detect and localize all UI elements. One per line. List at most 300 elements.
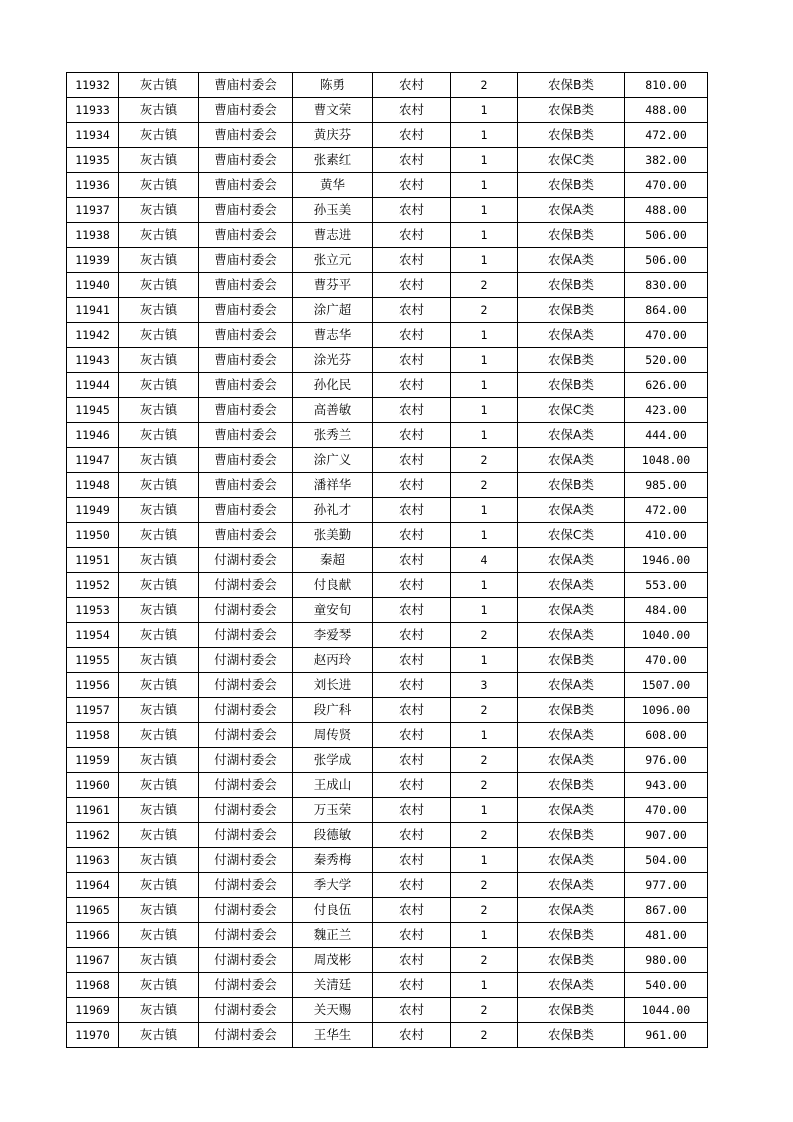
area-type-cell: 农村: [373, 248, 451, 273]
table-row: [67, 548, 708, 573]
town-cell: 灰古镇: [119, 648, 199, 673]
amount-cell: 470.00: [625, 323, 708, 348]
insurance-category-cell: 农保A类: [518, 873, 625, 898]
town-cell: 灰古镇: [119, 423, 199, 448]
record-number-cell: 11943: [67, 348, 119, 373]
village-committee-cell: 付湖村委会: [199, 573, 293, 598]
amount-cell: 985.00: [625, 473, 708, 498]
record-number-cell: 11970: [67, 1023, 119, 1048]
insurance-category-cell: 农保B类: [518, 73, 625, 98]
insurance-category-cell: 农保B类: [518, 698, 625, 723]
village-committee-cell: 曹庙村委会: [199, 323, 293, 348]
area-type-cell: 农村: [373, 473, 451, 498]
person-name-cell: 秦超: [293, 548, 373, 573]
village-committee-cell: 付湖村委会: [199, 848, 293, 873]
insurance-category-cell: 农保A类: [518, 623, 625, 648]
town-cell: 灰古镇: [119, 348, 199, 373]
record-number-cell: 11945: [67, 398, 119, 423]
village-committee-cell: 付湖村委会: [199, 723, 293, 748]
record-number-cell: 11934: [67, 123, 119, 148]
table-row: [67, 798, 708, 823]
town-cell: 灰古镇: [119, 673, 199, 698]
record-number-cell: 11954: [67, 623, 119, 648]
person-name-cell: 王成山: [293, 773, 373, 798]
village-committee-cell: 曹庙村委会: [199, 448, 293, 473]
household-count-cell: 2: [451, 623, 518, 648]
household-count-cell: 2: [451, 898, 518, 923]
person-name-cell: 关天赐: [293, 998, 373, 1023]
area-type-cell: 农村: [373, 223, 451, 248]
table-row: [67, 573, 708, 598]
village-committee-cell: 付湖村委会: [199, 673, 293, 698]
insurance-category-cell: 农保B类: [518, 473, 625, 498]
record-number-cell: 11948: [67, 473, 119, 498]
insurance-category-cell: 农保A类: [518, 248, 625, 273]
insurance-category-cell: 农保B类: [518, 348, 625, 373]
record-number-cell: 11946: [67, 423, 119, 448]
insurance-category-cell: 农保B类: [518, 273, 625, 298]
household-count-cell: 2: [451, 273, 518, 298]
person-name-cell: 陈勇: [293, 73, 373, 98]
table-row: [67, 473, 708, 498]
amount-cell: 977.00: [625, 873, 708, 898]
area-type-cell: 农村: [373, 1023, 451, 1048]
record-number-cell: 11939: [67, 248, 119, 273]
amount-cell: 472.00: [625, 123, 708, 148]
record-number-cell: 11951: [67, 548, 119, 573]
area-type-cell: 农村: [373, 623, 451, 648]
person-name-cell: 王华生: [293, 1023, 373, 1048]
table-row: [67, 898, 708, 923]
village-committee-cell: 曹庙村委会: [199, 523, 293, 548]
record-number-cell: 11953: [67, 598, 119, 623]
village-committee-cell: 曹庙村委会: [199, 348, 293, 373]
town-cell: 灰古镇: [119, 623, 199, 648]
record-number-cell: 11944: [67, 373, 119, 398]
town-cell: 灰古镇: [119, 773, 199, 798]
town-cell: 灰古镇: [119, 473, 199, 498]
household-count-cell: 1: [451, 923, 518, 948]
table-row: [67, 373, 708, 398]
household-count-cell: 1: [451, 348, 518, 373]
insurance-category-cell: 农保A类: [518, 723, 625, 748]
record-number-cell: 11966: [67, 923, 119, 948]
town-cell: 灰古镇: [119, 298, 199, 323]
amount-cell: 506.00: [625, 248, 708, 273]
amount-cell: 470.00: [625, 648, 708, 673]
town-cell: 灰古镇: [119, 373, 199, 398]
town-cell: 灰古镇: [119, 523, 199, 548]
person-name-cell: 秦秀梅: [293, 848, 373, 873]
village-committee-cell: 付湖村委会: [199, 923, 293, 948]
person-name-cell: 刘长进: [293, 673, 373, 698]
person-name-cell: 高善敏: [293, 398, 373, 423]
insurance-category-cell: 农保B类: [518, 923, 625, 948]
amount-cell: 864.00: [625, 298, 708, 323]
insurance-category-cell: 农保C类: [518, 148, 625, 173]
person-name-cell: 付良伍: [293, 898, 373, 923]
table-row: [67, 873, 708, 898]
record-number-cell: 11968: [67, 973, 119, 998]
area-type-cell: 农村: [373, 823, 451, 848]
table-row: [67, 598, 708, 623]
person-name-cell: 赵丙玲: [293, 648, 373, 673]
amount-cell: 520.00: [625, 348, 708, 373]
town-cell: 灰古镇: [119, 698, 199, 723]
record-number-cell: 11949: [67, 498, 119, 523]
household-count-cell: 1: [451, 173, 518, 198]
town-cell: 灰古镇: [119, 148, 199, 173]
area-type-cell: 农村: [373, 873, 451, 898]
household-count-cell: 2: [451, 473, 518, 498]
record-number-cell: 11942: [67, 323, 119, 348]
table-row: [67, 673, 708, 698]
record-number-cell: 11958: [67, 723, 119, 748]
insurance-category-cell: 农保B类: [518, 173, 625, 198]
area-type-cell: 农村: [373, 398, 451, 423]
table-row: [67, 98, 708, 123]
person-name-cell: 段德敏: [293, 823, 373, 848]
person-name-cell: 周传贤: [293, 723, 373, 748]
insurance-category-cell: 农保A类: [518, 748, 625, 773]
record-number-cell: 11960: [67, 773, 119, 798]
area-type-cell: 农村: [373, 323, 451, 348]
area-type-cell: 农村: [373, 898, 451, 923]
amount-cell: 810.00: [625, 73, 708, 98]
town-cell: 灰古镇: [119, 823, 199, 848]
record-number-cell: 11967: [67, 948, 119, 973]
area-type-cell: 农村: [373, 673, 451, 698]
town-cell: 灰古镇: [119, 498, 199, 523]
amount-cell: 976.00: [625, 748, 708, 773]
insurance-category-cell: 农保B类: [518, 123, 625, 148]
town-cell: 灰古镇: [119, 748, 199, 773]
record-number-cell: 11936: [67, 173, 119, 198]
amount-cell: 608.00: [625, 723, 708, 748]
household-count-cell: 1: [451, 648, 518, 673]
town-cell: 灰古镇: [119, 573, 199, 598]
person-name-cell: 孙玉美: [293, 198, 373, 223]
area-type-cell: 农村: [373, 648, 451, 673]
record-number-cell: 11961: [67, 798, 119, 823]
amount-cell: 1040.00: [625, 623, 708, 648]
village-committee-cell: 付湖村委会: [199, 648, 293, 673]
area-type-cell: 农村: [373, 348, 451, 373]
area-type-cell: 农村: [373, 598, 451, 623]
table-row: [67, 823, 708, 848]
table-row: [67, 998, 708, 1023]
insurance-category-cell: 农保B类: [518, 298, 625, 323]
person-name-cell: 曹志华: [293, 323, 373, 348]
town-cell: 灰古镇: [119, 898, 199, 923]
roster-body: [67, 73, 708, 1048]
table-row: [67, 523, 708, 548]
village-committee-cell: 付湖村委会: [199, 798, 293, 823]
village-committee-cell: 曹庙村委会: [199, 123, 293, 148]
person-name-cell: 黄庆芬: [293, 123, 373, 148]
person-name-cell: 孙化民: [293, 373, 373, 398]
household-count-cell: 2: [451, 298, 518, 323]
insurance-category-cell: 农保B类: [518, 773, 625, 798]
town-cell: 灰古镇: [119, 798, 199, 823]
insurance-category-cell: 农保A类: [518, 898, 625, 923]
area-type-cell: 农村: [373, 173, 451, 198]
household-count-cell: 1: [451, 523, 518, 548]
village-committee-cell: 曹庙村委会: [199, 173, 293, 198]
person-name-cell: 段广科: [293, 698, 373, 723]
household-count-cell: 2: [451, 998, 518, 1023]
record-number-cell: 11933: [67, 98, 119, 123]
table-row: [67, 223, 708, 248]
amount-cell: 410.00: [625, 523, 708, 548]
area-type-cell: 农村: [373, 548, 451, 573]
amount-cell: 907.00: [625, 823, 708, 848]
area-type-cell: 农村: [373, 773, 451, 798]
amount-cell: 484.00: [625, 598, 708, 623]
household-count-cell: 2: [451, 748, 518, 773]
town-cell: 灰古镇: [119, 598, 199, 623]
village-committee-cell: 曹庙村委会: [199, 73, 293, 98]
amount-cell: 943.00: [625, 773, 708, 798]
person-name-cell: 张美勤: [293, 523, 373, 548]
person-name-cell: 童安旬: [293, 598, 373, 623]
household-count-cell: 1: [451, 973, 518, 998]
record-number-cell: 11969: [67, 998, 119, 1023]
amount-cell: 626.00: [625, 373, 708, 398]
person-name-cell: 潘祥华: [293, 473, 373, 498]
record-number-cell: 11962: [67, 823, 119, 848]
village-committee-cell: 曹庙村委会: [199, 148, 293, 173]
town-cell: 灰古镇: [119, 548, 199, 573]
record-number-cell: 11963: [67, 848, 119, 873]
amount-cell: 504.00: [625, 848, 708, 873]
household-count-cell: 1: [451, 848, 518, 873]
area-type-cell: 农村: [373, 998, 451, 1023]
village-committee-cell: 付湖村委会: [199, 623, 293, 648]
household-count-cell: 2: [451, 773, 518, 798]
area-type-cell: 农村: [373, 273, 451, 298]
person-name-cell: 张秀兰: [293, 423, 373, 448]
insurance-category-cell: 农保A类: [518, 198, 625, 223]
record-number-cell: 11950: [67, 523, 119, 548]
household-count-cell: 1: [451, 423, 518, 448]
town-cell: 灰古镇: [119, 448, 199, 473]
amount-cell: 980.00: [625, 948, 708, 973]
insurance-category-cell: 农保B类: [518, 98, 625, 123]
record-number-cell: 11938: [67, 223, 119, 248]
table-row: [67, 173, 708, 198]
town-cell: 灰古镇: [119, 173, 199, 198]
area-type-cell: 农村: [373, 98, 451, 123]
village-committee-cell: 曹庙村委会: [199, 98, 293, 123]
town-cell: 灰古镇: [119, 223, 199, 248]
record-number-cell: 11952: [67, 573, 119, 598]
village-committee-cell: 付湖村委会: [199, 948, 293, 973]
insurance-category-cell: 农保A类: [518, 573, 625, 598]
person-name-cell: 李爱琴: [293, 623, 373, 648]
person-name-cell: 黄华: [293, 173, 373, 198]
table-row: [67, 773, 708, 798]
insurance-category-cell: 农保B类: [518, 373, 625, 398]
person-name-cell: 关清廷: [293, 973, 373, 998]
household-count-cell: 2: [451, 448, 518, 473]
person-name-cell: 周茂彬: [293, 948, 373, 973]
area-type-cell: 农村: [373, 698, 451, 723]
amount-cell: 961.00: [625, 1023, 708, 1048]
table-row: [67, 398, 708, 423]
amount-cell: 1946.00: [625, 548, 708, 573]
household-count-cell: 1: [451, 723, 518, 748]
village-committee-cell: 付湖村委会: [199, 773, 293, 798]
insurance-category-cell: 农保C类: [518, 398, 625, 423]
area-type-cell: 农村: [373, 573, 451, 598]
town-cell: 灰古镇: [119, 248, 199, 273]
area-type-cell: 农村: [373, 798, 451, 823]
insurance-category-cell: 农保B类: [518, 648, 625, 673]
table-row: [67, 273, 708, 298]
table-row: [67, 248, 708, 273]
insurance-category-cell: 农保A类: [518, 673, 625, 698]
table-row: [67, 648, 708, 673]
area-type-cell: 农村: [373, 373, 451, 398]
table-row: [67, 848, 708, 873]
record-number-cell: 11965: [67, 898, 119, 923]
table-row: [67, 423, 708, 448]
area-type-cell: 农村: [373, 723, 451, 748]
household-count-cell: 1: [451, 123, 518, 148]
household-count-cell: 2: [451, 1023, 518, 1048]
town-cell: 灰古镇: [119, 948, 199, 973]
record-number-cell: 11932: [67, 73, 119, 98]
amount-cell: 553.00: [625, 573, 708, 598]
town-cell: 灰古镇: [119, 923, 199, 948]
insurance-category-cell: 农保A类: [518, 598, 625, 623]
village-committee-cell: 曹庙村委会: [199, 423, 293, 448]
town-cell: 灰古镇: [119, 198, 199, 223]
village-committee-cell: 曹庙村委会: [199, 248, 293, 273]
table-row: [67, 623, 708, 648]
record-number-cell: 11947: [67, 448, 119, 473]
amount-cell: 423.00: [625, 398, 708, 423]
table-row: [67, 448, 708, 473]
village-committee-cell: 付湖村委会: [199, 598, 293, 623]
village-committee-cell: 曹庙村委会: [199, 498, 293, 523]
area-type-cell: 农村: [373, 198, 451, 223]
person-name-cell: 张立元: [293, 248, 373, 273]
area-type-cell: 农村: [373, 973, 451, 998]
village-committee-cell: 付湖村委会: [199, 698, 293, 723]
amount-cell: 488.00: [625, 198, 708, 223]
record-number-cell: 11955: [67, 648, 119, 673]
record-number-cell: 11941: [67, 298, 119, 323]
table-row: [67, 498, 708, 523]
table-row: [67, 123, 708, 148]
amount-cell: 540.00: [625, 973, 708, 998]
household-count-cell: 2: [451, 873, 518, 898]
table-row: [67, 973, 708, 998]
person-name-cell: 曹文荣: [293, 98, 373, 123]
household-count-cell: 1: [451, 798, 518, 823]
insurance-category-cell: 农保C类: [518, 523, 625, 548]
village-committee-cell: 曹庙村委会: [199, 198, 293, 223]
household-count-cell: 1: [451, 398, 518, 423]
amount-cell: 1048.00: [625, 448, 708, 473]
area-type-cell: 农村: [373, 523, 451, 548]
area-type-cell: 农村: [373, 923, 451, 948]
person-name-cell: 涂广超: [293, 298, 373, 323]
town-cell: 灰古镇: [119, 73, 199, 98]
table-row: [67, 723, 708, 748]
table-row: [67, 948, 708, 973]
area-type-cell: 农村: [373, 848, 451, 873]
household-count-cell: 4: [451, 548, 518, 573]
table-row: [67, 923, 708, 948]
area-type-cell: 农村: [373, 448, 451, 473]
insurance-category-cell: 农保A类: [518, 323, 625, 348]
table-row: [67, 698, 708, 723]
village-committee-cell: 曹庙村委会: [199, 223, 293, 248]
village-committee-cell: 付湖村委会: [199, 973, 293, 998]
record-number-cell: 11935: [67, 148, 119, 173]
amount-cell: 830.00: [625, 273, 708, 298]
insurance-category-cell: 农保A类: [518, 423, 625, 448]
amount-cell: 470.00: [625, 173, 708, 198]
record-number-cell: 11937: [67, 198, 119, 223]
table-row: [67, 323, 708, 348]
village-committee-cell: 付湖村委会: [199, 873, 293, 898]
area-type-cell: 农村: [373, 748, 451, 773]
table-row: [67, 198, 708, 223]
area-type-cell: 农村: [373, 498, 451, 523]
household-count-cell: 3: [451, 673, 518, 698]
amount-cell: 470.00: [625, 798, 708, 823]
insurance-category-cell: 农保A类: [518, 973, 625, 998]
household-count-cell: 1: [451, 223, 518, 248]
village-committee-cell: 付湖村委会: [199, 1023, 293, 1048]
person-name-cell: 涂光芬: [293, 348, 373, 373]
household-count-cell: 1: [451, 498, 518, 523]
insurance-category-cell: 农保B类: [518, 223, 625, 248]
table-row: [67, 748, 708, 773]
area-type-cell: 农村: [373, 148, 451, 173]
record-number-cell: 11940: [67, 273, 119, 298]
person-name-cell: 涂广义: [293, 448, 373, 473]
table-row: [67, 348, 708, 373]
insurance-category-cell: 农保B类: [518, 948, 625, 973]
household-count-cell: 1: [451, 323, 518, 348]
household-count-cell: 1: [451, 373, 518, 398]
amount-cell: 506.00: [625, 223, 708, 248]
insurance-category-cell: 农保A类: [518, 498, 625, 523]
insurance-category-cell: 农保B类: [518, 823, 625, 848]
village-committee-cell: 付湖村委会: [199, 998, 293, 1023]
insurance-category-cell: 农保B类: [518, 1023, 625, 1048]
person-name-cell: 张素红: [293, 148, 373, 173]
town-cell: 灰古镇: [119, 998, 199, 1023]
town-cell: 灰古镇: [119, 973, 199, 998]
amount-cell: 1096.00: [625, 698, 708, 723]
subsidy-roster-table: [66, 72, 708, 1048]
town-cell: 灰古镇: [119, 123, 199, 148]
area-type-cell: 农村: [373, 123, 451, 148]
household-count-cell: 1: [451, 198, 518, 223]
table-row: [67, 298, 708, 323]
town-cell: 灰古镇: [119, 1023, 199, 1048]
village-committee-cell: 付湖村委会: [199, 898, 293, 923]
household-count-cell: 1: [451, 248, 518, 273]
town-cell: 灰古镇: [119, 848, 199, 873]
person-name-cell: 魏正兰: [293, 923, 373, 948]
